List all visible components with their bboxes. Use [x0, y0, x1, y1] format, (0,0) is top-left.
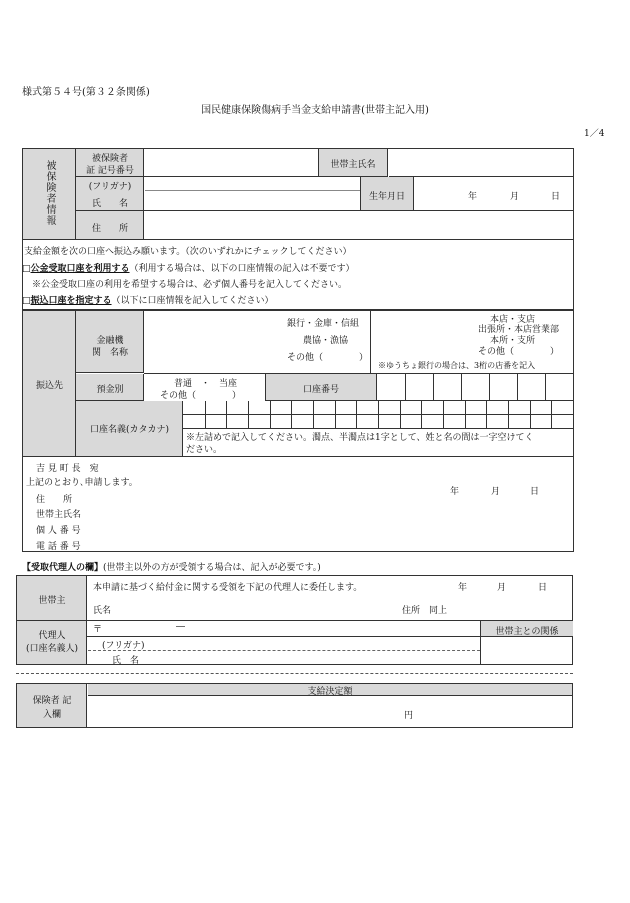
app-personal-number-label: 個 人 番 号 — [36, 526, 81, 536]
agent-name-label: 氏 名 — [112, 656, 140, 666]
payment-instruction: 支給金額を次の口座へ振込み願います。（次のいずれかにチェックしてください） — [24, 247, 352, 257]
account-digit-divider — [489, 374, 490, 401]
form-number: 様式第５４号(第３２条関係) — [22, 87, 150, 98]
account-digit-divider — [545, 374, 546, 401]
insurer-label: 保険者 記 — [32, 696, 72, 706]
application-statement: 上記のとおり､申請します。 — [26, 478, 138, 488]
delegation-text: 本申請に基づく給付金に関する受領を下記の代理人に委任します。 — [93, 583, 363, 593]
yucho-note: ※ゆうちょ銀行の場合は、3桁の店番を記入 — [378, 361, 536, 370]
birthdate-field[interactable] — [414, 177, 573, 211]
page-title: 国民健康保険傷病手当金支給申請書(世帯主記入用) — [201, 105, 429, 116]
divider — [16, 673, 573, 674]
option2-label: 振込口座を指定する — [30, 296, 112, 306]
app-address-label: 住 所 — [36, 495, 73, 505]
account-digit-divider — [405, 374, 406, 401]
option1-label: 公金受取口座を利用する — [30, 264, 130, 274]
app-head-name-label: 世帯主氏名 — [36, 510, 82, 520]
application-block — [22, 456, 574, 552]
card-number-label: 被保険者 — [91, 154, 128, 164]
insured-section-label: 被保険者情報 — [44, 160, 55, 226]
postal-mark: 〒 — [93, 625, 103, 635]
option1-checkbox[interactable]: □公金受取口座を利用する（利用する場合は、以下の口座情報の記入は不要です） — [22, 264, 355, 274]
amount-field[interactable] — [88, 697, 572, 727]
agent-label: 代理人 — [38, 631, 66, 641]
card-number-field[interactable] — [145, 149, 318, 177]
account-digit-divider — [517, 374, 518, 401]
relation-label: 世帯主との関係 — [495, 627, 559, 637]
addressee: 吉 見 町 長 宛 — [36, 464, 99, 474]
agent-heading: 【受取代理人の欄】(世帯主以外の方が受領する場合は、記入が必要です。) — [22, 563, 321, 573]
account-holder-label: 口座名義(カタカナ) — [89, 425, 170, 435]
address-same: 住所 同上 — [402, 606, 448, 616]
deposit-type-label: 預金別 — [96, 385, 124, 395]
bank-name-label: 金融機 — [96, 336, 124, 346]
holder-note: ※左詰めで記入してください。濁点、半濁点は1字として、姓と名の間は一字空けてく — [186, 433, 534, 443]
account-digit-divider — [461, 374, 462, 401]
address-field[interactable] — [145, 211, 573, 239]
address-label: 住 所 — [91, 224, 128, 234]
name-field[interactable] — [145, 177, 360, 211]
app-phone-label: 電 話 番 号 — [36, 542, 81, 552]
page-number: 1／4 — [584, 129, 605, 139]
birthdate-label: 生年月日 — [368, 192, 405, 202]
agent-furigana-label: (フリガナ) — [102, 641, 145, 651]
furigana-label: (フリガナ) — [88, 182, 132, 192]
account-number-field[interactable] — [377, 374, 573, 401]
account-number-label: 口座番号 — [302, 385, 339, 395]
option1-note: ※公金受取口座の利用を希望する場合は、必ず個人番号を記入してください。 — [32, 280, 348, 290]
relation-field[interactable] — [481, 637, 573, 664]
name-label: 氏 名 — [91, 199, 128, 209]
head-name-field[interactable] — [389, 149, 573, 177]
option2-checkbox[interactable]: □振込口座を指定する（以下に口座情報を記入してください） — [22, 296, 274, 306]
agent-head-label: 世帯主 — [38, 596, 66, 606]
account-digit-divider — [433, 374, 434, 401]
transfer-section-label: 振込先 — [35, 381, 63, 391]
amount-label: 支給決定額 — [307, 687, 353, 697]
head-name-label: 世帯主氏名 — [330, 160, 376, 170]
agent-head-name-label: 氏名 — [93, 606, 112, 616]
